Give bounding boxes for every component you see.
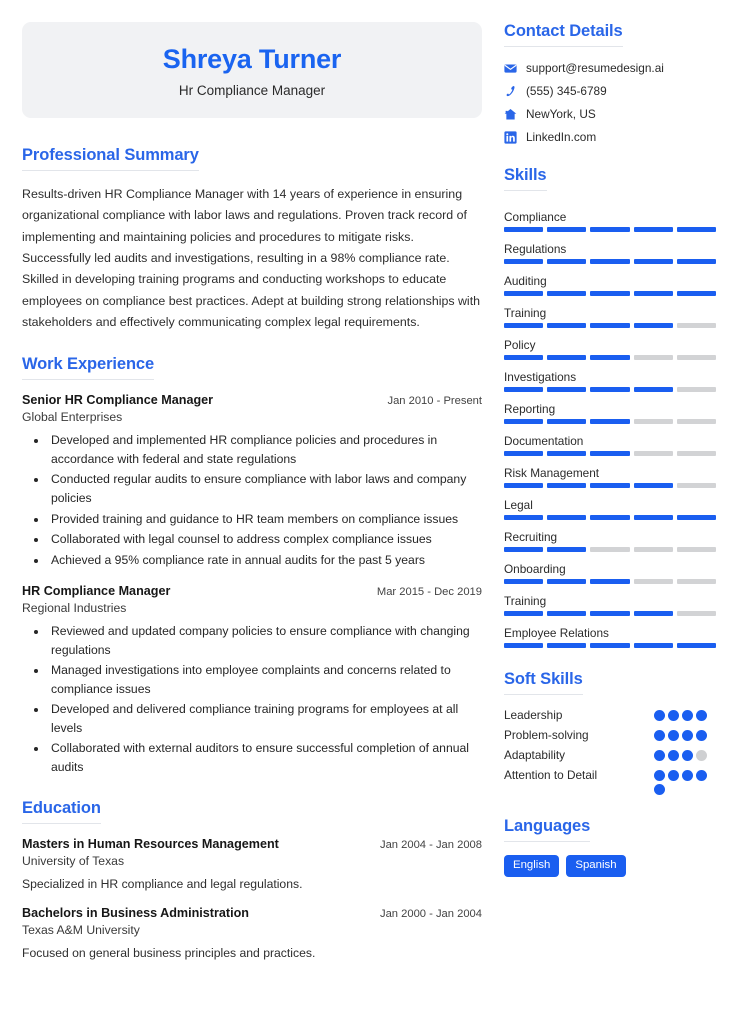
linkedin-icon [504, 131, 517, 144]
section-heading-experience: Work Experience [22, 355, 154, 380]
job-bullet: • Conducted regular audits to ensure compliance with labor laws and company policies [48, 470, 482, 507]
candidate-name: Shreya Turner [162, 44, 342, 74]
skill-segment-filled [590, 387, 629, 392]
skill-item [504, 460, 716, 488]
section-heading-skills: Skills [504, 166, 547, 191]
rating-dot-filled [668, 710, 679, 721]
skill-label: Policy [504, 338, 536, 352]
main-column [22, 22, 482, 982]
skill-segment-filled [547, 515, 586, 520]
job-bullet: • Provided training and guidance to HR team members on compliance issues [48, 510, 482, 529]
education-entry-header [22, 837, 482, 851]
skill-segment-empty [634, 451, 673, 456]
skill-item [504, 364, 716, 392]
degree-title: Masters in Human Resources Management [22, 836, 279, 851]
skill-segment-filled [504, 515, 543, 520]
skill-item [504, 300, 716, 328]
section-heading-summary: Professional Summary [22, 146, 199, 171]
skill-segment-filled [634, 611, 673, 616]
skill-segment-empty [634, 579, 673, 584]
skill-segment-filled [504, 611, 543, 616]
envelope-icon [504, 62, 517, 75]
rating-dot-filled [682, 710, 693, 721]
skill-segment-filled [590, 579, 629, 584]
language-chip: English [504, 855, 559, 877]
soft-skill-rating-dots [654, 708, 716, 721]
rating-dot-filled [682, 770, 693, 781]
skill-label: Auditing [504, 274, 547, 288]
skill-segment-filled [547, 227, 586, 232]
language-chip: Spanish [566, 855, 625, 877]
skill-segment-filled [634, 291, 673, 296]
skill-level-bar [504, 451, 716, 456]
skill-level-bar [504, 323, 716, 328]
skill-segment-filled [547, 643, 586, 648]
skill-level-bar [504, 579, 716, 584]
rating-dot-filled [668, 770, 679, 781]
skill-level-bar [504, 227, 716, 232]
education-entry [22, 837, 482, 891]
skill-segment-empty [677, 323, 716, 328]
section-contact-details [504, 22, 716, 144]
soft-skill-label: Adaptability [504, 748, 565, 762]
soft-skills-list [504, 708, 716, 795]
rating-dot-filled [654, 730, 665, 741]
job-bullet: • Managed investigations into employee complaints and concerns related to compliance issues [48, 661, 482, 698]
contact-item-linkedin[interactable] [504, 130, 716, 144]
job-bullet-list [22, 622, 482, 776]
skill-level-bar [504, 643, 716, 648]
skill-segment-filled [634, 227, 673, 232]
job-bullet: • Reviewed and updated company policies to ensure compliance with changing regulations [48, 622, 482, 659]
soft-skill-label: Leadership [504, 708, 563, 722]
skill-segment-filled [547, 451, 586, 456]
skill-level-bar [504, 259, 716, 264]
degree-note: Focused on general business principles and practices. [22, 945, 316, 960]
skill-label: Investigations [504, 370, 577, 384]
rating-dot-filled [696, 730, 707, 741]
skill-segment-filled [677, 291, 716, 296]
skill-segment-empty [677, 387, 716, 392]
contact-item-phone[interactable] [504, 84, 716, 98]
skill-segment-filled [590, 419, 629, 424]
skill-level-bar [504, 515, 716, 520]
skill-segment-empty [677, 611, 716, 616]
experience-entry [22, 393, 482, 569]
skills-list [504, 204, 716, 648]
job-bullet: • Collaborated with external auditors to ensure successful completion of annual audits [48, 739, 482, 776]
skill-segment-filled [677, 259, 716, 264]
skill-segment-filled [547, 355, 586, 360]
skill-segment-filled [504, 355, 543, 360]
rating-dot-filled [654, 770, 665, 781]
soft-skill-rating-dots [654, 768, 716, 795]
experience-entry [22, 584, 482, 776]
section-heading-education: Education [22, 799, 101, 824]
skill-segment-filled [590, 355, 629, 360]
degree-date-range: Jan 2000 - Jan 2004 [379, 907, 482, 920]
rating-dot-filled [682, 750, 693, 761]
education-entry [22, 906, 482, 960]
section-heading-contact: Contact Details [504, 22, 623, 47]
skill-segment-empty [634, 419, 673, 424]
job-date-range: Mar 2015 - Dec 2019 [376, 586, 482, 599]
section-heading-languages: Languages [504, 817, 590, 842]
section-languages [504, 817, 716, 877]
contact-email-value: support@resumedesign.ai [526, 61, 664, 75]
skill-segment-filled [504, 579, 543, 584]
skill-item [504, 524, 716, 552]
education-entry-header [22, 906, 482, 920]
skill-item [504, 204, 716, 232]
skill-segment-empty [590, 547, 629, 552]
contact-item-email[interactable] [504, 61, 716, 75]
soft-skill-label: Attention to Detail [504, 768, 598, 782]
skill-level-bar [504, 387, 716, 392]
skill-label: Reporting [504, 402, 556, 416]
skill-label: Employee Relations [504, 626, 609, 640]
skill-segment-filled [634, 323, 673, 328]
skill-segment-empty [634, 547, 673, 552]
skill-segment-empty [677, 355, 716, 360]
skill-segment-filled [634, 643, 673, 648]
summary-text: Results-driven HR Compliance Manager with 14 years of experience in ensuring organizational compliance with labor laws and regulations. Proven track record of implementing and maintaining policies and procedures to mitigate risks. Successfully led audits and investigations, resulting in a 98% compliance rate. Skilled in developing training programs and conducting workshops to educate employees on compliance best practices. Adept at building strong relationships with stakeholders and effectively communicating complex legal requirements. [22, 187, 481, 330]
skill-segment-filled [547, 291, 586, 296]
experience-entry-header [22, 584, 482, 598]
rating-dot-filled [682, 730, 693, 741]
education-entries [22, 837, 482, 960]
skill-item [504, 620, 716, 648]
skill-level-bar [504, 291, 716, 296]
skill-segment-filled [547, 419, 586, 424]
skill-label: Recruiting [504, 530, 558, 544]
contact-item-location[interactable] [504, 107, 716, 121]
contact-linkedin-value: LinkedIn.com [526, 130, 597, 144]
skill-segment-filled [677, 515, 716, 520]
rating-dot-filled [668, 750, 679, 761]
skill-item [504, 588, 716, 616]
section-professional-summary [22, 146, 482, 333]
skill-segment-filled [547, 483, 586, 488]
skill-segment-filled [677, 227, 716, 232]
skill-segment-empty [677, 483, 716, 488]
skill-segment-filled [547, 611, 586, 616]
skill-segment-filled [634, 259, 673, 264]
sidebar-column [504, 22, 716, 899]
skill-item [504, 236, 716, 264]
job-bullet: • Achieved a 95% compliance rate in annual audits for the past 5 years [48, 551, 482, 570]
rating-dot-filled [696, 710, 707, 721]
experience-entry-header [22, 393, 482, 407]
skill-segment-filled [634, 515, 673, 520]
skill-level-bar [504, 611, 716, 616]
section-heading-soft-skills: Soft Skills [504, 670, 583, 695]
job-bullet: • Developed and delivered compliance training programs for employees at all levels [48, 700, 482, 737]
skill-segment-filled [504, 387, 543, 392]
skill-level-bar [504, 355, 716, 360]
contact-phone-value: (555) 345-6789 [526, 84, 607, 98]
phone-icon [504, 85, 517, 98]
skill-label: Compliance [504, 210, 567, 224]
skill-segment-filled [504, 547, 543, 552]
skill-segment-filled [504, 483, 543, 488]
rating-dot-filled [654, 710, 665, 721]
skill-segment-filled [590, 643, 629, 648]
skill-segment-filled [504, 227, 543, 232]
skill-segment-filled [590, 515, 629, 520]
skill-segment-filled [547, 547, 586, 552]
skill-segment-filled [504, 643, 543, 648]
skill-level-bar [504, 547, 716, 552]
skill-item [504, 428, 716, 456]
skill-label: Training [504, 594, 547, 608]
soft-skill-item [504, 748, 716, 763]
skill-segment-filled [590, 227, 629, 232]
experience-entries [22, 393, 482, 776]
skill-segment-filled [590, 611, 629, 616]
job-title: Senior HR Compliance Manager [22, 393, 214, 408]
job-title: HR Compliance Manager [22, 584, 171, 599]
school-name: University of Texas [22, 853, 125, 868]
skill-segment-filled [547, 259, 586, 264]
skill-segment-filled [590, 483, 629, 488]
skill-segment-empty [677, 547, 716, 552]
job-company: Regional Industries [22, 601, 127, 616]
candidate-role: Hr Compliance Manager [178, 83, 326, 99]
rating-dot-filled [654, 750, 665, 761]
skill-segment-empty [634, 355, 673, 360]
contact-list [504, 61, 716, 144]
skill-label: Training [504, 306, 547, 320]
skill-item [504, 396, 716, 424]
skill-segment-filled [504, 291, 543, 296]
skill-label: Regulations [504, 242, 567, 256]
skill-segment-filled [590, 323, 629, 328]
skill-segment-empty [677, 419, 716, 424]
section-soft-skills [504, 670, 716, 795]
name-banner [22, 22, 482, 118]
soft-skill-item [504, 768, 716, 795]
skill-segment-filled [547, 323, 586, 328]
skill-segment-filled [590, 291, 629, 296]
skill-segment-filled [504, 323, 543, 328]
job-bullet-list [22, 431, 482, 569]
skill-item [504, 268, 716, 296]
soft-skill-item [504, 708, 716, 723]
soft-skill-rating-dots [654, 748, 716, 761]
job-company: Global Enterprises [22, 410, 123, 425]
skill-segment-filled [634, 483, 673, 488]
rating-dot-filled [696, 770, 707, 781]
skill-segment-filled [547, 387, 586, 392]
skill-level-bar [504, 483, 716, 488]
skill-segment-filled [590, 451, 629, 456]
languages-list [504, 855, 716, 877]
skill-segment-empty [677, 451, 716, 456]
skill-level-bar [504, 419, 716, 424]
skill-label: Documentation [504, 434, 584, 448]
skill-item [504, 332, 716, 360]
section-skills [504, 166, 716, 648]
skill-segment-empty [677, 579, 716, 584]
degree-title: Bachelors in Business Administration [22, 905, 249, 920]
skill-item [504, 556, 716, 584]
skill-segment-filled [504, 259, 543, 264]
skill-label: Onboarding [504, 562, 566, 576]
rating-dot-filled [668, 730, 679, 741]
home-icon [504, 108, 517, 121]
job-date-range: Jan 2010 - Present [387, 395, 482, 408]
job-bullet: • Developed and implemented HR compliance policies and procedures in accordance with federal and state regulations [48, 431, 482, 468]
skill-label: Legal [504, 498, 533, 512]
skill-label: Risk Management [504, 466, 600, 480]
section-education [22, 799, 482, 960]
skill-segment-filled [590, 259, 629, 264]
contact-location-value: NewYork, US [526, 107, 596, 121]
skill-segment-filled [504, 451, 543, 456]
skill-segment-filled [547, 579, 586, 584]
section-work-experience [22, 355, 482, 776]
degree-date-range: Jan 2004 - Jan 2008 [379, 838, 482, 851]
skill-segment-filled [634, 387, 673, 392]
skill-item [504, 492, 716, 520]
skill-segment-filled [504, 419, 543, 424]
degree-note: Specialized in HR compliance and legal regulations. [22, 876, 303, 891]
job-bullet: • Collaborated with legal counsel to address complex compliance issues [48, 530, 482, 549]
rating-dot-empty [696, 750, 707, 761]
soft-skill-item [504, 728, 716, 743]
soft-skill-label: Problem-solving [504, 728, 589, 742]
soft-skill-rating-dots [654, 728, 716, 741]
school-name: Texas A&M University [22, 922, 140, 937]
skill-segment-filled [677, 643, 716, 648]
rating-dot-filled [654, 784, 665, 795]
